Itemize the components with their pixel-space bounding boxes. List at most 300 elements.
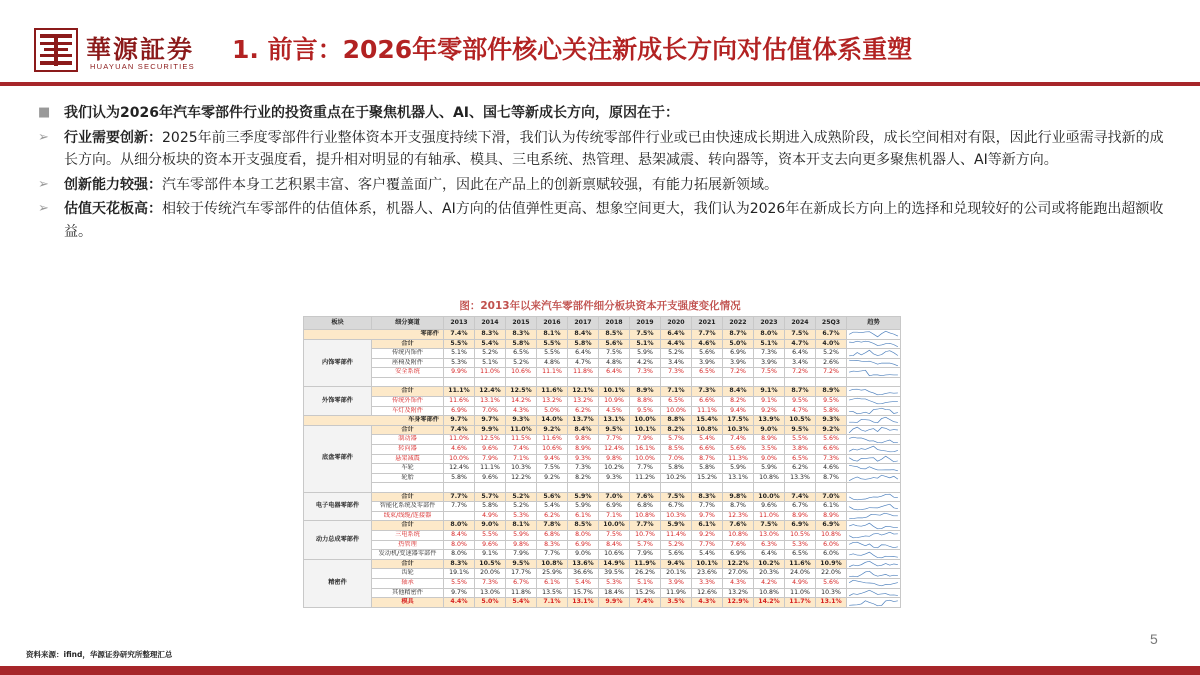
value-cell: 7.2% <box>723 368 754 378</box>
value-cell <box>692 483 723 492</box>
value-cell <box>816 483 847 492</box>
source-note: 资料来源：ifind，华源证券研究所整理汇总 <box>26 650 173 659</box>
subsector-cell: 合计 <box>372 339 444 349</box>
table-row <box>304 377 901 386</box>
value-cell: 8.7% <box>816 473 847 483</box>
table-row <box>304 339 901 349</box>
subsector-cell: 轴承 <box>372 579 444 589</box>
value-cell: 8.9% <box>785 511 816 521</box>
value-cell: 13.7% <box>568 416 599 426</box>
value-cell <box>630 377 661 386</box>
value-cell: 5.5% <box>537 339 568 349</box>
value-cell: 5.8% <box>568 339 599 349</box>
column-header: 25Q3 <box>816 317 847 330</box>
value-cell: 4.4% <box>444 598 475 608</box>
value-cell: 5.5% <box>444 339 475 349</box>
value-cell: 7.3% <box>475 579 506 589</box>
sparkline-line <box>849 475 898 481</box>
value-cell: 5.6% <box>537 492 568 502</box>
subsector-cell: 座椅及附件 <box>372 358 444 368</box>
trend-sparkline-cell <box>847 569 901 579</box>
value-cell <box>537 377 568 386</box>
value-cell: 4.3% <box>723 579 754 589</box>
value-cell: 10.0% <box>599 521 630 531</box>
value-cell: 5.5% <box>444 579 475 589</box>
value-cell: 5.6% <box>816 435 847 445</box>
page-title: 1. 前言：2026年零部件核心关注新成长方向对估值体系重塑 <box>232 35 913 64</box>
value-cell: 9.6% <box>475 444 506 454</box>
value-cell: 7.9% <box>506 550 537 560</box>
value-cell <box>816 377 847 386</box>
table-row <box>304 540 901 550</box>
value-cell: 9.5% <box>816 396 847 406</box>
value-cell: 4.6% <box>444 444 475 454</box>
column-header: 2020 <box>661 317 692 330</box>
value-cell: 8.0% <box>754 330 785 340</box>
trend-sparkline <box>847 330 900 338</box>
brand-seal-icon <box>34 28 78 72</box>
bullet-text: 汽车零部件本身工艺积累丰富、客户覆盖面广，因此在产品上的创新禀赋较强，有能力拓展新领域。 <box>162 176 778 193</box>
value-cell: 13.3% <box>785 473 816 483</box>
value-cell: 4.4% <box>661 339 692 349</box>
value-cell: 11.6% <box>785 559 816 569</box>
value-cell <box>475 483 506 492</box>
sparkline-line <box>849 437 898 443</box>
value-cell: 12.9% <box>723 598 754 608</box>
value-cell: 10.9% <box>816 559 847 569</box>
value-cell: 8.4% <box>599 540 630 550</box>
value-cell: 4.8% <box>599 358 630 368</box>
value-cell: 9.1% <box>754 396 785 406</box>
table-row <box>304 330 901 340</box>
trend-sparkline-cell <box>847 330 901 340</box>
value-cell: 8.8% <box>661 416 692 426</box>
trend-sparkline-cell <box>847 579 901 589</box>
value-cell: 11.9% <box>661 588 692 598</box>
value-cell: 8.5% <box>599 330 630 340</box>
value-cell: 6.1% <box>692 521 723 531</box>
value-cell: 6.2% <box>537 511 568 521</box>
trend-sparkline <box>847 512 900 520</box>
value-cell: 6.1% <box>568 511 599 521</box>
value-cell: 5.9% <box>506 531 537 541</box>
subsector-cell: 三电系统 <box>372 531 444 541</box>
value-cell: 7.6% <box>723 540 754 550</box>
value-cell: 12.5% <box>475 435 506 445</box>
trend-sparkline <box>847 359 900 367</box>
value-cell: 6.6% <box>816 444 847 454</box>
value-cell: 15.2% <box>630 588 661 598</box>
value-cell: 7.5% <box>661 492 692 502</box>
table-row <box>304 464 901 474</box>
value-cell: 8.9% <box>568 444 599 454</box>
value-cell: 5.1% <box>630 579 661 589</box>
value-cell: 5.5% <box>475 531 506 541</box>
value-cell: 6.2% <box>568 406 599 416</box>
trend-sparkline <box>847 522 900 530</box>
value-cell <box>723 483 754 492</box>
value-cell: 4.5% <box>599 406 630 416</box>
value-cell <box>599 377 630 386</box>
value-cell: 39.5% <box>599 569 630 579</box>
value-cell: 9.3% <box>506 416 537 426</box>
value-cell <box>475 377 506 386</box>
table-row <box>304 502 901 512</box>
sparkline-line <box>849 466 898 472</box>
value-cell: 7.4% <box>723 435 754 445</box>
table-row <box>304 531 901 541</box>
value-cell: 7.5% <box>599 531 630 541</box>
value-cell: 11.8% <box>568 368 599 378</box>
value-cell: 5.3% <box>785 540 816 550</box>
bullet-lead: 创新能力较强： <box>64 176 162 193</box>
trend-sparkline-cell <box>847 358 901 368</box>
value-cell: 4.9% <box>475 511 506 521</box>
value-cell: 7.5% <box>754 521 785 531</box>
trend-sparkline <box>847 503 900 511</box>
trend-sparkline-cell <box>847 521 901 531</box>
value-cell: 9.5% <box>785 396 816 406</box>
trend-sparkline-cell <box>847 598 901 608</box>
value-cell: 10.0% <box>661 406 692 416</box>
value-cell: 5.1% <box>444 349 475 359</box>
trend-sparkline <box>847 416 900 424</box>
value-cell: 8.3% <box>444 559 475 569</box>
value-cell: 9.1% <box>475 550 506 560</box>
value-cell: 5.2% <box>506 358 537 368</box>
value-cell: 8.3% <box>692 492 723 502</box>
value-cell: 8.0% <box>568 531 599 541</box>
value-cell: 8.3% <box>506 330 537 340</box>
value-cell: 5.4% <box>692 550 723 560</box>
value-cell: 9.9% <box>599 598 630 608</box>
value-cell: 3.9% <box>661 579 692 589</box>
value-cell: 11.9% <box>630 559 661 569</box>
value-cell: 11.0% <box>785 588 816 598</box>
value-cell: 7.3% <box>754 349 785 359</box>
value-cell: 11.0% <box>444 435 475 445</box>
value-cell: 12.2% <box>723 559 754 569</box>
value-cell: 7.3% <box>568 464 599 474</box>
value-cell: 7.8% <box>537 521 568 531</box>
value-cell: 8.0% <box>444 540 475 550</box>
trend-sparkline <box>847 426 900 434</box>
value-cell: 8.2% <box>661 425 692 435</box>
value-cell: 5.1% <box>630 339 661 349</box>
value-cell: 4.2% <box>754 579 785 589</box>
segment-cell: 外饰零部件 <box>304 387 372 416</box>
value-cell <box>444 483 475 492</box>
trend-sparkline <box>847 474 900 482</box>
trend-sparkline-cell <box>847 473 901 483</box>
table-row <box>304 435 901 445</box>
value-cell: 10.0% <box>630 416 661 426</box>
sparkline-line <box>849 581 898 587</box>
value-cell: 4.7% <box>785 339 816 349</box>
value-cell: 10.3% <box>723 425 754 435</box>
trend-sparkline-cell <box>847 368 901 378</box>
value-cell <box>630 483 661 492</box>
subsector-cell: 传统内饰件 <box>372 349 444 359</box>
table-row <box>304 368 901 378</box>
table-row <box>304 559 901 569</box>
table-row <box>304 483 901 492</box>
trend-sparkline-cell <box>847 425 901 435</box>
value-cell: 20.0% <box>475 569 506 579</box>
value-cell: 6.9% <box>599 502 630 512</box>
value-cell: 8.4% <box>723 387 754 397</box>
bullet-lead: 行业需要创新： <box>64 129 162 146</box>
table-title: 图：2013年以来汽车零部件细分板块资本开支强度变化情况 <box>459 300 741 312</box>
value-cell: 22.0% <box>816 569 847 579</box>
value-cell: 10.8% <box>754 473 785 483</box>
sparkline-line <box>849 552 898 558</box>
subsector-cell: 转向器 <box>372 444 444 454</box>
subsector-cell: 传统外饰件 <box>372 396 444 406</box>
trend-sparkline <box>847 369 900 377</box>
value-cell: 6.7% <box>506 579 537 589</box>
value-cell <box>444 511 475 521</box>
sparkline-line <box>849 370 898 376</box>
subsector-cell: 悬架减震 <box>372 454 444 464</box>
value-cell: 5.9% <box>568 502 599 512</box>
value-cell: 4.2% <box>630 358 661 368</box>
segment-cell: 底盘零部件 <box>304 425 372 492</box>
subsector-cell: 合计 <box>372 425 444 435</box>
value-cell: 6.0% <box>816 540 847 550</box>
subsector-cell: 模具 <box>372 598 444 608</box>
value-cell: 4.7% <box>785 406 816 416</box>
value-cell: 6.9% <box>816 521 847 531</box>
value-cell <box>537 483 568 492</box>
value-cell: 9.4% <box>723 406 754 416</box>
value-cell: 5.3% <box>444 358 475 368</box>
value-cell: 8.9% <box>754 435 785 445</box>
value-cell: 10.2% <box>754 559 785 569</box>
trend-sparkline <box>847 436 900 444</box>
value-cell: 9.2% <box>692 531 723 541</box>
value-cell: 7.7% <box>692 540 723 550</box>
value-cell <box>444 377 475 386</box>
value-cell: 9.0% <box>475 521 506 531</box>
value-cell: 7.2% <box>785 368 816 378</box>
value-cell: 7.0% <box>475 406 506 416</box>
value-cell: 10.3% <box>506 464 537 474</box>
value-cell: 6.4% <box>568 349 599 359</box>
subsector-cell: 合计 <box>372 387 444 397</box>
subsector-cell <box>372 483 444 492</box>
value-cell: 13.0% <box>475 588 506 598</box>
value-cell: 6.6% <box>692 444 723 454</box>
value-cell: 23.6% <box>692 569 723 579</box>
value-cell: 7.0% <box>599 492 630 502</box>
value-cell: 6.9% <box>444 406 475 416</box>
bullet-text: 2025年前三季度零部件行业整体资本开支强度持续下滑，我们认为传统零部件行业或已由快速成长期进入成熟阶段，成长空间相对有限，因此行业亟需寻找新的成长方向。从细分板块的资本开支强度看，提升相对明显的有轴承、模具、三电系统、热管理、悬架减震、转向器等，资本开支去向更多聚焦机器人、AI等新方向。 <box>64 129 1164 168</box>
value-cell: 7.7% <box>599 435 630 445</box>
value-cell: 11.8% <box>506 588 537 598</box>
value-cell: 11.5% <box>506 435 537 445</box>
value-cell: 5.2% <box>661 540 692 550</box>
value-cell: 9.3% <box>816 416 847 426</box>
value-cell: 5.9% <box>723 464 754 474</box>
value-cell: 6.7% <box>785 502 816 512</box>
value-cell: 25.9% <box>537 569 568 579</box>
value-cell: 10.5% <box>785 531 816 541</box>
value-cell: 11.3% <box>723 454 754 464</box>
trend-sparkline <box>847 589 900 597</box>
value-cell: 12.3% <box>723 511 754 521</box>
value-cell: 11.1% <box>475 464 506 474</box>
value-cell: 7.4% <box>785 492 816 502</box>
value-cell: 6.5% <box>661 396 692 406</box>
value-cell: 13.2% <box>537 396 568 406</box>
table-row <box>304 454 901 464</box>
value-cell: 6.1% <box>816 502 847 512</box>
column-header: 2023 <box>754 317 785 330</box>
value-cell: 16.1% <box>630 444 661 454</box>
sparkline-line <box>849 600 898 606</box>
value-cell: 5.6% <box>692 349 723 359</box>
value-cell: 9.3% <box>568 454 599 464</box>
value-cell: 8.5% <box>661 444 692 454</box>
table-row <box>304 416 901 426</box>
value-cell: 6.5% <box>692 368 723 378</box>
sparkline-line <box>849 590 898 596</box>
value-cell <box>785 483 816 492</box>
value-cell: 7.7% <box>630 464 661 474</box>
value-cell: 5.2% <box>816 349 847 359</box>
value-cell: 7.7% <box>692 502 723 512</box>
value-cell: 14.2% <box>754 598 785 608</box>
trend-sparkline-cell <box>847 396 901 406</box>
value-cell: 10.1% <box>599 387 630 397</box>
table-row <box>304 473 901 483</box>
value-cell: 11.6% <box>537 387 568 397</box>
column-header: 2015 <box>506 317 537 330</box>
column-header: 2016 <box>537 317 568 330</box>
value-cell: 5.8% <box>506 339 537 349</box>
table-header-row <box>304 317 901 330</box>
header-divider <box>0 82 1200 86</box>
value-cell: 10.3% <box>816 588 847 598</box>
value-cell <box>506 483 537 492</box>
value-cell: 9.5% <box>785 425 816 435</box>
value-cell <box>754 377 785 386</box>
sparkline-line <box>849 331 898 337</box>
bullet-list <box>36 102 1166 245</box>
value-cell: 9.0% <box>754 454 785 464</box>
value-cell: 5.8% <box>661 464 692 474</box>
value-cell: 5.7% <box>475 492 506 502</box>
value-cell: 9.3% <box>599 473 630 483</box>
value-cell: 3.5% <box>661 598 692 608</box>
value-cell: 4.0% <box>816 339 847 349</box>
value-cell: 6.5% <box>785 550 816 560</box>
value-cell: 5.5% <box>537 349 568 359</box>
value-cell: 10.2% <box>661 473 692 483</box>
value-cell: 11.1% <box>537 368 568 378</box>
footer-bar <box>0 666 1200 675</box>
subsector-cell: 热管理 <box>372 540 444 550</box>
value-cell: 10.8% <box>754 588 785 598</box>
value-cell: 15.7% <box>568 588 599 598</box>
subsector-cell: 合计 <box>372 521 444 531</box>
value-cell: 15.4% <box>692 416 723 426</box>
value-cell: 7.5% <box>785 330 816 340</box>
value-cell: 8.2% <box>568 473 599 483</box>
value-cell: 12.5% <box>506 387 537 397</box>
category-cell: 零部件 <box>304 330 444 340</box>
value-cell: 14.9% <box>599 559 630 569</box>
value-cell: 5.3% <box>506 511 537 521</box>
subsector-cell: 发动机/变速器零部件 <box>372 550 444 560</box>
value-cell: 9.8% <box>506 540 537 550</box>
subsector-cell <box>372 377 444 386</box>
value-cell: 20.3% <box>754 569 785 579</box>
value-cell: 10.1% <box>630 425 661 435</box>
value-cell: 10.8% <box>537 559 568 569</box>
value-cell: 27.0% <box>723 569 754 579</box>
value-cell: 5.4% <box>537 502 568 512</box>
bullet-text: 相较于传统汽车零部件的估值体系，机器人、AI方向的估值弹性更高、想象空间更大，我们认为2026年在新成长方向上的选择和兑现较好的公司或将能跑出超额收益。 <box>64 201 1164 240</box>
trend-sparkline <box>847 388 900 396</box>
value-cell: 10.8% <box>723 531 754 541</box>
value-cell: 8.7% <box>785 387 816 397</box>
value-cell: 19.1% <box>444 569 475 579</box>
value-cell: 9.9% <box>444 368 475 378</box>
value-cell: 3.9% <box>723 358 754 368</box>
value-cell: 5.2% <box>506 492 537 502</box>
value-cell: 5.4% <box>692 435 723 445</box>
value-cell: 20.1% <box>661 569 692 579</box>
value-cell: 6.4% <box>754 550 785 560</box>
value-cell: 10.5% <box>475 559 506 569</box>
trend-sparkline <box>847 455 900 463</box>
value-cell: 4.8% <box>537 358 568 368</box>
value-cell: 5.4% <box>506 598 537 608</box>
value-cell: 9.7% <box>444 416 475 426</box>
value-cell: 9.8% <box>568 435 599 445</box>
value-cell: 5.9% <box>661 521 692 531</box>
value-cell: 7.5% <box>754 368 785 378</box>
subsector-cell: 车轮 <box>372 464 444 474</box>
table-row <box>304 588 901 598</box>
value-cell: 9.5% <box>599 425 630 435</box>
value-cell: 7.3% <box>692 387 723 397</box>
value-cell: 5.9% <box>568 492 599 502</box>
value-cell: 6.6% <box>692 396 723 406</box>
value-cell: 5.6% <box>816 579 847 589</box>
column-header: 2018 <box>599 317 630 330</box>
value-cell: 14.2% <box>506 396 537 406</box>
value-cell: 8.2% <box>723 396 754 406</box>
subsector-cell: 齿轮 <box>372 569 444 579</box>
table-row <box>304 387 901 397</box>
value-cell: 10.3% <box>661 511 692 521</box>
value-cell: 8.4% <box>568 330 599 340</box>
value-cell: 9.8% <box>599 454 630 464</box>
value-cell: 18.4% <box>599 588 630 598</box>
value-cell: 9.1% <box>754 387 785 397</box>
capex-table-container <box>303 316 900 608</box>
value-cell: 5.8% <box>816 406 847 416</box>
column-header: 2022 <box>723 317 754 330</box>
value-cell: 7.9% <box>630 550 661 560</box>
value-cell: 7.3% <box>661 368 692 378</box>
value-cell: 11.1% <box>692 406 723 416</box>
value-cell: 2.6% <box>816 358 847 368</box>
value-cell: 7.6% <box>630 492 661 502</box>
